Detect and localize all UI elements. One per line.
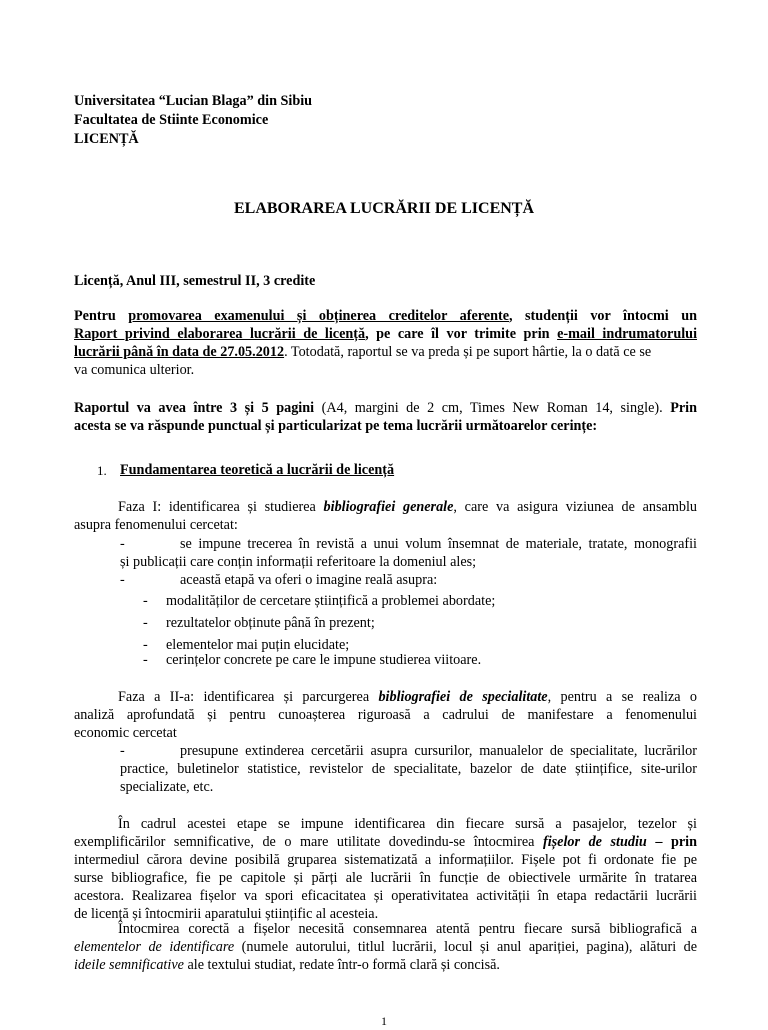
report-paragraph bbox=[74, 399, 697, 435]
faza2-bullet-1-cont: practice, buletinelor statistice, revistelor de specialitate, bazelor de date științifice, site-urilor bbox=[120, 761, 697, 777]
dash-marker: - bbox=[120, 572, 125, 588]
dash-marker: - bbox=[143, 615, 148, 631]
university-name: Universitatea “Lucian Blaga” din Sibiu bbox=[74, 93, 313, 109]
para3-line-5: acestora. Realizarea fișelor va spori eficacitatea și operativitatea activității în etapa redactării lucrării bbox=[74, 888, 697, 904]
course-info: Licență, Anul III, semestrul II, 3 credite bbox=[74, 273, 316, 289]
faza2-line-3: economic cercetat bbox=[74, 725, 177, 741]
dash-marker: - bbox=[120, 536, 125, 552]
section-title: Fundamentarea teoretică a lucrării de licență bbox=[120, 462, 395, 478]
report-line-2: acesta se va răspunde punctual și particularizat pe tema lucrării următoarelor cerințe: bbox=[74, 418, 598, 434]
document-title: ELABORAREA LUCRĂRII DE LICENȚĂ bbox=[233, 200, 535, 217]
page-number: 1 bbox=[381, 1014, 387, 1028]
para3-line-2: exemplificărilor semnificative, de o mare utilitate dovedindu-se întocmirea fișelor de studiu – prin bbox=[74, 834, 697, 850]
para3-line-6: de licență și întocmirii aparatului științific al acesteia. bbox=[74, 906, 379, 922]
faza1-bullet-2: această etapă va oferi o imagine reală asupra: bbox=[180, 572, 438, 588]
report-line-1: Raportul va avea între 3 și 5 pagini (A4, margini de 2 cm, Times New Roman 14, single). Prin bbox=[74, 400, 698, 416]
dash-marker: - bbox=[143, 652, 148, 668]
para4-line-2: elementelor de identificare (numele autorului, titlul lucrării, locul și anul apariției, pagina), alături de bbox=[74, 939, 698, 955]
faza2-line-2: analiză aprofundată și pentru cunoașterea riguroasă a cadrului de manifestare a fenomenului bbox=[74, 707, 697, 723]
dash-marker: - bbox=[120, 743, 125, 759]
para3-line-1: În cadrul acestei etape se impune identificarea din fiecare sursă a pasajelor, tezelor și bbox=[118, 816, 697, 832]
intro-line-2: Raport privind elaborarea lucrării de licență, pe care îl vor trimite prin e-mail indrumatorului bbox=[74, 326, 698, 342]
faza1-sub-item-4: cerințelor concrete pe care le impune studierea viitoare. bbox=[166, 652, 482, 668]
intro-paragraph bbox=[74, 307, 697, 379]
faza1-sub-item-2: rezultatelor obținute până în prezent; bbox=[166, 615, 375, 631]
para4-line-1: Întocmirea corectă a fișelor necesită consemnarea atentă pentru fiecare sursă bibliografică a bbox=[118, 921, 697, 937]
faza1-line-1: Faza I: identificarea și studierea bibliografiei generale, care va asigura viziunea de ansamblu bbox=[118, 499, 698, 515]
faza2-bullet-1: presupune extinderea cercetării asupra cursurilor, manualelor de specialitate, lucrărilor bbox=[180, 743, 697, 759]
intro-line-4: va comunica ulterior. bbox=[74, 362, 195, 378]
para3-line-3: intermediul cărora devine posibilă gruparea sistematizată a informațiilor. Fișele pot fi ordonate fie pe bbox=[74, 852, 697, 868]
para3-line-4: surse bibliografice, fie pe capitole și părți ale lucrării în funcție de obiectivele urmărite în tratarea bbox=[74, 870, 697, 886]
faza1-line-2: asupra fenomenului cercetat: bbox=[74, 517, 238, 533]
faza1-bullet-1: se impune trecerea în revistă a unui volum însemnat de materiale, tratate, monografii bbox=[180, 536, 697, 552]
program-name: LICENȚĂ bbox=[74, 131, 139, 147]
faza1-sub-item-1: modalităților de cercetare științifică a problemei abordate; bbox=[166, 593, 496, 609]
paragraph-identificare bbox=[74, 920, 697, 974]
section-number: 1. bbox=[97, 463, 107, 478]
faza1-paragraph bbox=[74, 498, 697, 534]
intro-line-1: Pentru promovarea examenului și obținerea creditelor aferente, studenții vor întocmi un bbox=[74, 308, 698, 324]
dash-marker: - bbox=[143, 637, 148, 653]
intro-line-3: lucrării până în data de 27.05.2012. Totodată, raportul se va preda și pe suport hârtie, la o dată ce se bbox=[74, 344, 652, 360]
dash-marker: - bbox=[143, 593, 148, 609]
faculty-name: Facultatea de Stiinte Economice bbox=[74, 112, 269, 128]
faza2-line-1: Faza a II-a: identificarea și parcurgerea bibliografiei de specialitate, pentru a se realiza o bbox=[118, 689, 697, 705]
institution-header bbox=[74, 92, 312, 149]
faza1-sub-item-3: elementelor mai puțin elucidate; bbox=[166, 637, 350, 653]
faza2-bullet-1-end: specializate, etc. bbox=[120, 779, 214, 795]
para4-line-3: ideile semnificative ale textului studiat, redate într-o formă clară și concisă. bbox=[74, 957, 500, 973]
faza2-paragraph bbox=[74, 688, 697, 742]
faza1-bullet-1-cont: și publicații care conțin informații referitoare la domeniul ales; bbox=[120, 554, 477, 570]
paragraph-fise-studiu bbox=[74, 815, 697, 923]
